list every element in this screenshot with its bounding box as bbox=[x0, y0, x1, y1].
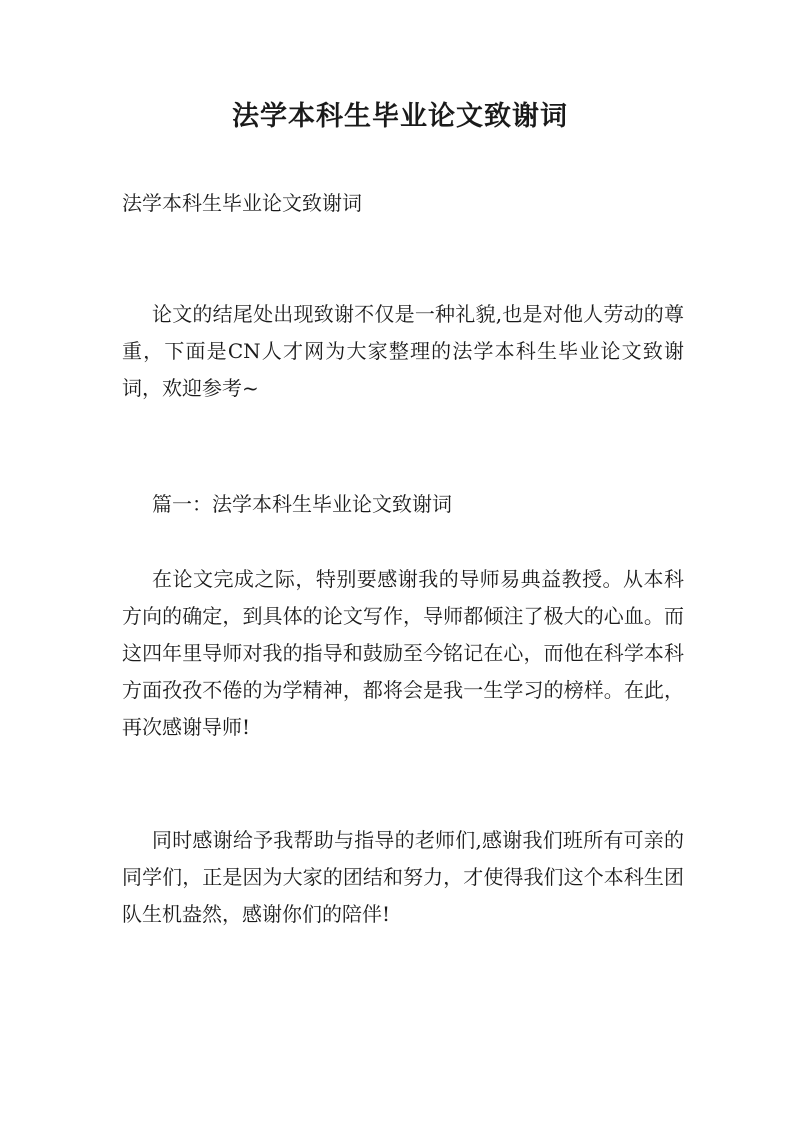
others-thanks-paragraph: 同时感谢给予我帮助与指导的老师们,感谢我们班所有可亲的同学们，正是因为大家的团结和努力，才使得我们这个本科生团队生机盎然，感谢你们的陪伴! bbox=[122, 828, 684, 926]
document-title: 法学本科生毕业论文致谢词 bbox=[232, 101, 568, 132]
section-heading: 篇一：法学本科生毕业论文致谢词 bbox=[152, 492, 452, 516]
advisor-thanks-paragraph: 在论文完成之际，特别要感谢我的导师易典益教授。从本科方向的确定，到具体的论文写作，导师都倾注了极大的心血。而这四年里导师对我的指导和鼓励至今铭记在心，而他在科学本科方面孜孜不倦的为学精神，都将会是我一生学习的榜样。在此，再次感谢导师! bbox=[122, 567, 684, 739]
intro-paragraph: 论文的结尾处出现致谢不仅是一种礼貌,也是对他人劳动的尊重，下面是CN人才网为大家整理的法学本科生毕业论文致谢词，欢迎参考~ bbox=[122, 302, 684, 400]
document-subtitle: 法学本科生毕业论文致谢词 bbox=[122, 191, 362, 215]
